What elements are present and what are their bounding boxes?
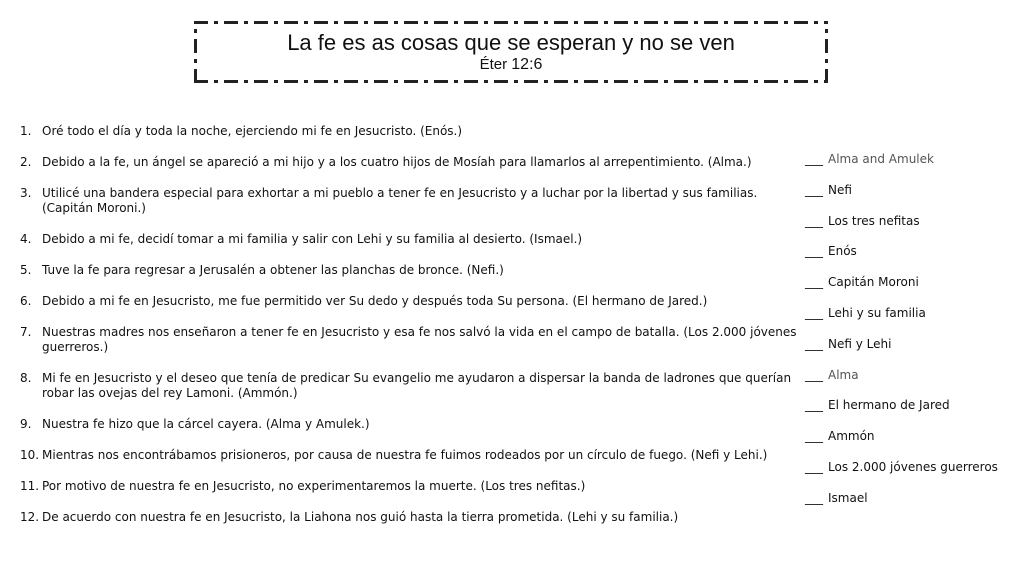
- answer-label: Alma: [828, 367, 859, 382]
- question-number: 4.: [20, 232, 32, 246]
- answer-blank[interactable]: ___: [805, 182, 823, 197]
- question-text: Oré todo el día y toda la noche, ejerciendo mi fe en Jesucristo. (Enós.): [42, 124, 463, 138]
- answer-blank[interactable]: ___: [805, 244, 823, 259]
- question-item: [20, 186, 800, 216]
- answer-blank[interactable]: ___: [805, 152, 823, 166]
- question-text: Nuestra fe hizo que la cárcel cayera. (Alma y Amulek.): [42, 417, 370, 431]
- answer-item[interactable]: [805, 337, 1020, 352]
- answer-label: Enós: [828, 244, 857, 259]
- answer-item[interactable]: [805, 183, 1020, 198]
- answer-item[interactable]: [805, 460, 1020, 475]
- question-number: 6.: [20, 294, 32, 308]
- answer-item[interactable]: [805, 244, 1020, 259]
- answer-label: Nefi y Lehi: [828, 336, 892, 351]
- answer-item[interactable]: [805, 214, 1020, 229]
- answer-label: Lehi y su familia: [828, 305, 926, 320]
- answer-blank[interactable]: ___: [805, 367, 823, 382]
- question-text: De acuerdo con nuestra fe en Jesucristo, la Liahona nos guió hasta la tierra prometida. (Lehi y su familia.): [42, 510, 679, 524]
- question-text: Por motivo de nuestra fe en Jesucristo, no experimentaremos la muerte. (Los tres nefitas.): [42, 479, 586, 493]
- answer-item[interactable]: [805, 275, 1020, 290]
- answer-item[interactable]: [805, 429, 1020, 444]
- question-text: Debido a mi fe en Jesucristo, me fue permitido ver Su dedo y después toda Su persona. (El hermano de Jared.): [42, 294, 708, 308]
- question-number: 11.: [20, 479, 40, 493]
- answer-blank[interactable]: ___: [805, 305, 823, 320]
- question-number: 7.: [20, 325, 32, 339]
- answer-blank[interactable]: ___: [805, 429, 823, 444]
- scripture-reference: [194, 56, 828, 74]
- answer-blank[interactable]: ___: [805, 490, 823, 505]
- title-box: [194, 21, 828, 83]
- answer-label: Ismael: [828, 490, 868, 505]
- page-title: La fe es as cosas que se esperan y no se ven: [287, 30, 735, 55]
- answer-label: El hermano de Jared: [828, 398, 950, 413]
- answer-item[interactable]: [805, 152, 1020, 167]
- question-item: [20, 325, 800, 355]
- question-item: [20, 263, 800, 278]
- question-text: Mientras nos encontrábamos prisioneros, por causa de nuestra fe fuimos rodeados por un círculo de fuego. (Nefi y Lehi.): [42, 448, 768, 462]
- question-item: [20, 510, 800, 525]
- question-item: [20, 417, 800, 432]
- question-number: 3.: [20, 186, 32, 200]
- question-number: 2.: [20, 155, 32, 169]
- question-text: Debido a mi fe, decidí tomar a mi familia y salir con Lehi y su familia al desierto. (Ismael.): [42, 232, 583, 246]
- question-list: [20, 124, 800, 541]
- answer-label: Ammón: [828, 429, 875, 444]
- answer-blank[interactable]: ___: [805, 275, 823, 290]
- answer-label: Los 2.000 jóvenes guerreros: [828, 459, 998, 474]
- question-item: [20, 448, 800, 463]
- question-item: [20, 479, 800, 494]
- answer-label: Alma and Amulek: [828, 152, 934, 166]
- question-number: 12.: [20, 510, 40, 524]
- answer-label: Nefi: [828, 182, 852, 197]
- answer-label: Capitán Moroni: [828, 275, 919, 290]
- question-item: [20, 124, 800, 139]
- answer-label: Los tres nefitas: [828, 213, 920, 228]
- answer-item[interactable]: [805, 491, 1020, 506]
- question-number: 8.: [20, 371, 32, 385]
- question-item: [20, 371, 800, 401]
- question-text: Nuestras madres nos enseñaron a tener fe en Jesucristo y esa fe nos salvó la vida en el campo de batalla. (Los 2.000 jóvenes guerreros.): [42, 325, 797, 354]
- question-number: 10.: [20, 448, 40, 462]
- reference-verse: 12:6: [511, 56, 543, 73]
- answer-blank[interactable]: ___: [805, 336, 823, 351]
- question-item: [20, 232, 800, 247]
- question-text: Utilicé una bandera especial para exhortar a mi pueblo a tener fe en Jesucristo y a luchar por la libertad y sus familias. (Capitán Moroni.): [42, 186, 758, 215]
- reference-book: Éter: [479, 56, 512, 73]
- question-text: Tuve la fe para regresar a Jerusalén a obtener las planchas de bronce. (Nefi.): [42, 263, 504, 277]
- answer-item[interactable]: [805, 398, 1020, 413]
- answer-list: [805, 152, 1020, 522]
- question-number: 1.: [20, 124, 32, 138]
- answer-blank[interactable]: ___: [805, 213, 823, 228]
- question-text: Debido a la fe, un ángel se apareció a mi hijo y a los cuatro hijos de Mosíah para llamarlos al arrepentimiento. (Alma.): [42, 155, 752, 169]
- question-number: 9.: [20, 417, 32, 431]
- answer-blank[interactable]: ___: [805, 459, 823, 474]
- question-text: Mi fe en Jesucristo y el deseo que tenía de predicar Su evangelio me ayudaron a dispersar la banda de ladrones que querían robar las ovejas del rey Lamoni. (Ammón.): [42, 371, 792, 400]
- answer-item[interactable]: [805, 368, 1020, 383]
- answer-blank[interactable]: ___: [805, 398, 823, 413]
- answer-item[interactable]: [805, 306, 1020, 321]
- question-number: 5.: [20, 263, 32, 277]
- question-item: [20, 155, 800, 170]
- question-item: [20, 294, 800, 309]
